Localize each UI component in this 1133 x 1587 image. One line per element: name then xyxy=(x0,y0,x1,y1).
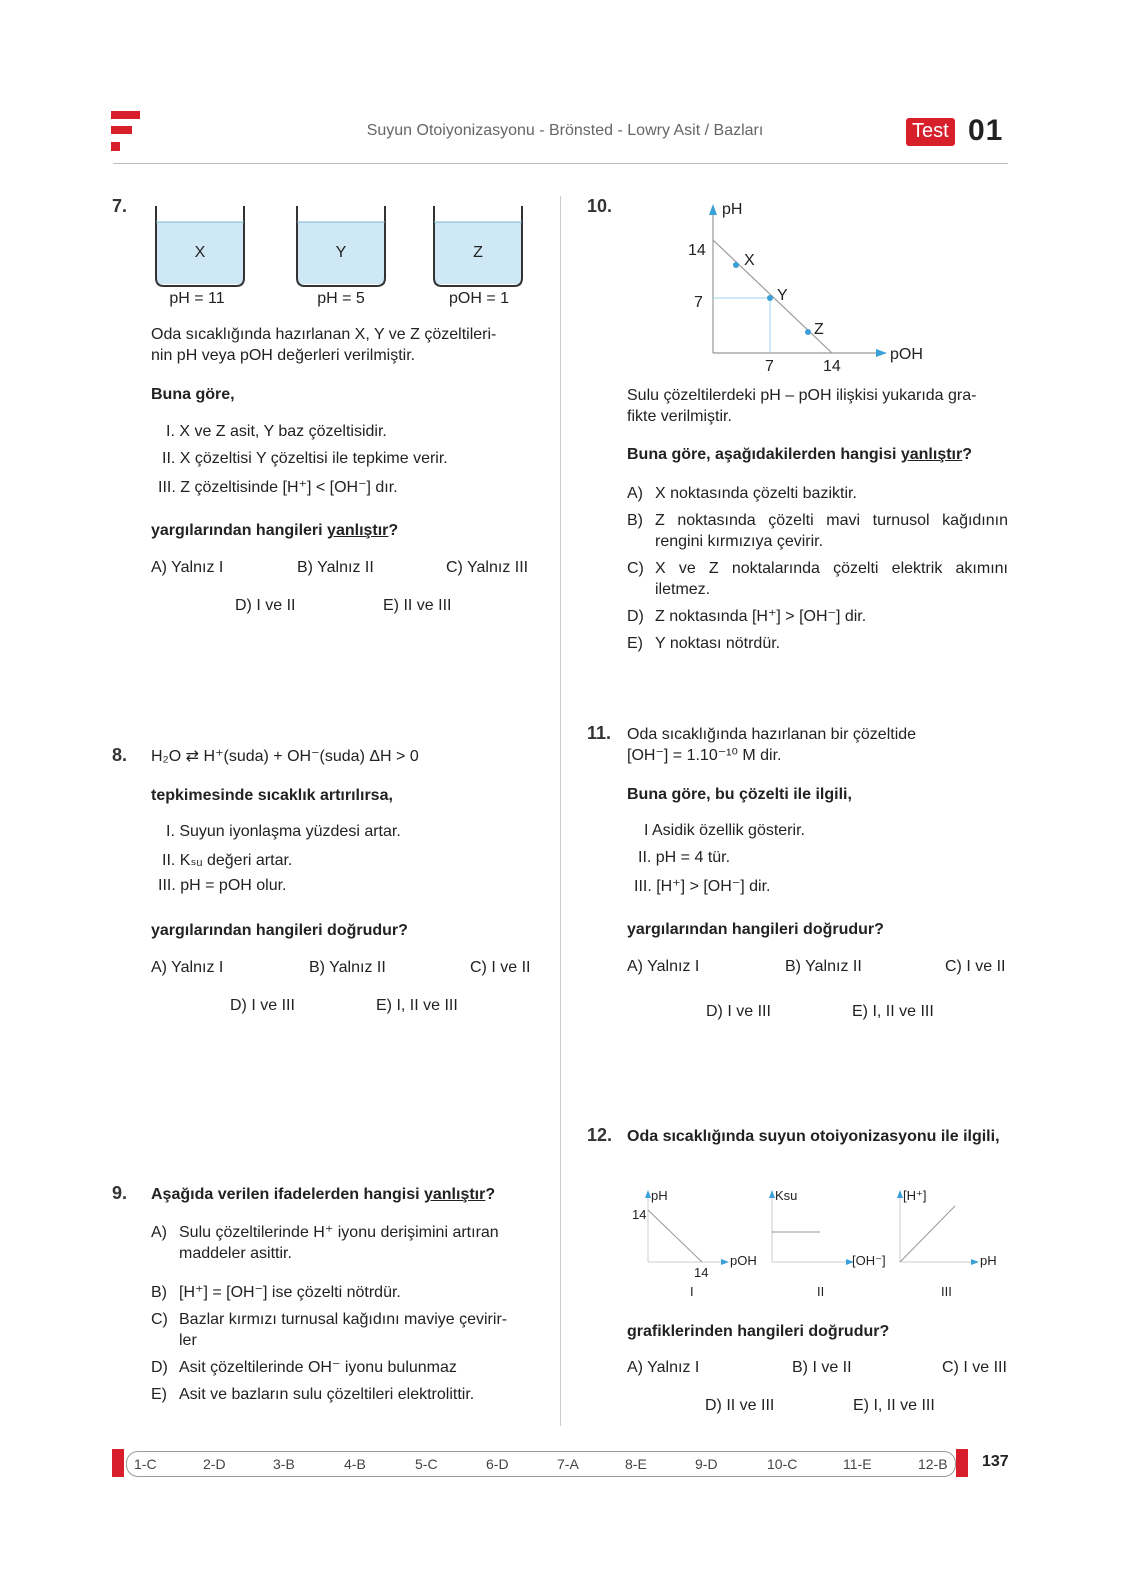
q8-statement-1: I. Suyun iyonlaşma yüzdesi artar. xyxy=(166,823,401,840)
q9-option-d-letter[interactable]: D) xyxy=(151,1359,168,1376)
question-7-lead: Buna göre, xyxy=(151,386,235,403)
q9-option-a-text[interactable]: Sulu çözeltilerinde H⁺ iyonu derişimini artıran maddeler asittir. xyxy=(179,1224,499,1262)
g3-y-label: [H⁺] xyxy=(903,1188,927,1203)
q12-option-a[interactable]: A) Yalnız I xyxy=(627,1359,700,1376)
q8-option-b[interactable]: B) Yalnız II xyxy=(309,959,386,976)
question-8-reaction: H₂O ⇄ H⁺(suda) + OH⁻(suda) ΔH > 0 xyxy=(151,748,419,765)
question-9-ask: Aşağıda verilen ifadelerden hangisi yanlıştır? xyxy=(151,1186,496,1203)
q12-option-e[interactable]: E) I, II ve III xyxy=(853,1397,935,1414)
g2-roman: II xyxy=(817,1284,825,1299)
graph-y14: 14 xyxy=(688,242,706,259)
q9-option-e-text[interactable]: Asit ve bazların sulu çözeltileri elektrolittir. xyxy=(179,1386,475,1403)
x-axis-arrow xyxy=(876,349,887,357)
beaker-x-label: X xyxy=(194,244,206,261)
answer-item: 10-C xyxy=(767,1456,798,1472)
q7-option-a[interactable]: A) Yalnız I xyxy=(151,559,224,576)
question-12-number: 12. xyxy=(587,1125,613,1145)
q11-statement-2: II. pH = 4 tür. xyxy=(638,849,731,866)
q10-option-a-text[interactable]: X noktasında çözelti baziktir. xyxy=(655,485,857,502)
mini-graphs xyxy=(640,1186,1010,1271)
q7-statement-3: III. Z çözeltisinde [H⁺] < [OH⁻] dır. xyxy=(158,479,398,496)
q10-option-a-letter[interactable]: A) xyxy=(627,485,643,502)
graph-x14: 14 xyxy=(823,358,841,375)
q8-statement-2: II. Kₛᵤ değeri artar. xyxy=(162,852,293,869)
g3-roman: III xyxy=(941,1284,952,1299)
q11-option-e[interactable]: E) I, II ve III xyxy=(852,1003,934,1020)
beaker-x-caption: pH = 11 xyxy=(169,290,225,307)
graph-x-label: pOH xyxy=(890,346,923,363)
column-divider xyxy=(560,196,561,1426)
q7-option-b[interactable]: B) Yalnız II xyxy=(297,559,374,576)
question-10-ask: Buna göre, aşağıdakilerden hangisi yanlıştır? xyxy=(627,446,972,463)
q8-option-c[interactable]: C) I ve II xyxy=(470,959,531,976)
beaker-z-label: Z xyxy=(473,244,483,261)
q10-option-d-text[interactable]: Z noktasında [H⁺] > [OH⁻] dir. xyxy=(655,608,867,625)
q7-option-c[interactable]: C) Yalnız III xyxy=(446,559,529,576)
g1-x-label: pOH xyxy=(730,1253,757,1268)
question-7-text: Oda sıcaklığında hazırlanan X, Y ve Z çözeltileri- nin pH veya pOH değerleri verilmiştir. xyxy=(151,326,497,364)
q12-option-c[interactable]: C) I ve III xyxy=(942,1359,1007,1376)
beaker-z-caption: pOH = 1 xyxy=(448,290,510,307)
answer-item: 6-D xyxy=(486,1456,509,1472)
point-y xyxy=(767,295,773,301)
question-11-ask: yargılarından hangileri doğrudur? xyxy=(627,921,884,938)
answer-item: 11-E xyxy=(843,1456,872,1472)
q11-option-c[interactable]: C) I ve II xyxy=(945,958,1006,975)
q8-option-d[interactable]: D) I ve III xyxy=(230,997,295,1014)
g3-x-label: pH xyxy=(980,1253,997,1268)
test-number: 01 xyxy=(968,114,1004,147)
q12-option-d[interactable]: D) II ve III xyxy=(705,1397,775,1414)
q7-statement-2: II. X çözeltisi Y çözeltisi ile tepkime verir. xyxy=(162,450,448,467)
answer-item: 5-C xyxy=(415,1456,438,1472)
graph-x7: 7 xyxy=(765,358,774,375)
q11-statement-1: I Asidik özellik gösterir. xyxy=(644,822,805,839)
q7-option-d[interactable]: D) I ve II xyxy=(235,597,296,614)
q12-option-b[interactable]: B) I ve II xyxy=(792,1359,852,1376)
g1-x14: 14 xyxy=(694,1265,709,1280)
q9-option-c-text[interactable]: Bazlar kırmızı turnusal kağıdını maviye çevirir- ler xyxy=(179,1311,508,1349)
answer-item: 9-D xyxy=(695,1456,718,1472)
q9-option-e-letter[interactable]: E) xyxy=(151,1386,167,1403)
q9-option-b-letter[interactable]: B) xyxy=(151,1284,167,1301)
q8-option-a[interactable]: A) Yalnız I xyxy=(151,959,224,976)
question-7-ask: yargılarından hangileri yanlıştır? xyxy=(151,522,399,539)
q10-option-d-letter[interactable]: D) xyxy=(627,608,644,625)
answer-item: 12-B xyxy=(918,1456,948,1472)
graph-point-x-label: X xyxy=(744,252,755,269)
q8-option-e[interactable]: E) I, II ve III xyxy=(376,997,458,1014)
q10-option-b-text[interactable]: Z noktasında çözelti mavi turnusol kağıdının rengini kırmızıya çevirir. xyxy=(655,512,1008,550)
q7-statement-1: I. X ve Z asit, Y baz çözeltisidir. xyxy=(166,423,387,440)
q8-statement-3: III. pH = pOH olur. xyxy=(158,877,287,894)
q10-option-e-letter[interactable]: E) xyxy=(627,635,643,652)
question-12-ask: grafiklerinden hangileri doğrudur? xyxy=(627,1323,890,1340)
question-11-lead: Buna göre, bu çözelti ile ilgili, xyxy=(627,786,852,803)
q9-option-b-text[interactable]: [H⁺] = [OH⁻] ise çözelti nötrdür. xyxy=(179,1284,401,1301)
q10-option-c-letter[interactable]: C) xyxy=(627,560,644,577)
question-9-number: 9. xyxy=(112,1183,128,1203)
g1-y14: 14 xyxy=(632,1207,647,1222)
question-8-lead: tepkimesinde sıcaklık artırılırsa, xyxy=(151,787,393,804)
g2-y-label: Ksu xyxy=(775,1188,798,1203)
q9-option-c-letter[interactable]: C) xyxy=(151,1311,168,1328)
q11-option-b[interactable]: B) Yalnız II xyxy=(785,958,862,975)
header-divider xyxy=(113,163,1008,164)
answer-bar-red-right xyxy=(956,1449,968,1477)
question-11-number: 11. xyxy=(587,723,612,743)
beaker-y-caption: pH = 5 xyxy=(317,290,365,307)
question-11-text: Oda sıcaklığında hazırlanan bir çözeltide [OH⁻] = 1.10⁻¹⁰ M dir. xyxy=(627,726,917,764)
question-7-number: 7. xyxy=(112,196,128,216)
q9-option-d-text[interactable]: Asit çözeltilerinde OH⁻ iyonu bulunmaz xyxy=(179,1359,457,1376)
q7-option-e[interactable]: E) II ve III xyxy=(383,597,452,614)
y-axis-arrow xyxy=(709,204,717,215)
answer-item: 4-B xyxy=(344,1456,366,1472)
answer-item: 7-A xyxy=(557,1456,579,1472)
q11-statement-3: III. [H⁺] > [OH⁻] dir. xyxy=(634,878,771,895)
g1-y-label: pH xyxy=(651,1188,668,1203)
q11-option-a[interactable]: A) Yalnız I xyxy=(627,958,700,975)
answer-item: 3-B xyxy=(273,1456,295,1472)
page-number: 137 xyxy=(982,1453,1009,1470)
question-12-lead: Oda sıcaklığında suyun otoiyonizasyonu ile ilgili, xyxy=(627,1128,1000,1145)
graph-point-y-label: Y xyxy=(777,287,788,304)
answer-item: 8-E xyxy=(625,1456,647,1472)
g2-x-label: [OH⁻] xyxy=(852,1253,886,1268)
question-10-text: Sulu çözeltilerdeki pH – pOH ilişkisi yukarıda gra- fikte verilmiştir. xyxy=(627,387,977,425)
g1-roman: I xyxy=(690,1284,694,1299)
q9-option-a-letter[interactable]: A) xyxy=(151,1224,167,1241)
question-10-number: 10. xyxy=(587,196,613,216)
q10-option-e-text[interactable]: Y noktası nötrdür. xyxy=(655,635,781,652)
q10-option-c-text[interactable]: X ve Z noktalarında çözelti elektrik akımını iletmez. xyxy=(655,560,1008,598)
answer-key-bar xyxy=(126,1451,956,1477)
test-badge: Test xyxy=(906,118,955,146)
question-8-ask: yargılarından hangileri doğrudur? xyxy=(151,922,408,939)
graph-y7: 7 xyxy=(694,294,703,311)
q11-option-d[interactable]: D) I ve III xyxy=(706,1003,771,1020)
graph-y-label: pH xyxy=(722,201,743,218)
q10-option-b-letter[interactable]: B) xyxy=(627,512,643,529)
beaker-y-label: Y xyxy=(335,244,347,261)
point-z xyxy=(805,329,811,335)
publisher-logo xyxy=(111,111,141,153)
point-x xyxy=(733,262,739,268)
header-title: Suyun Otoiyonizasyonu - Brönsted - Lowry Asit / Bazları xyxy=(366,122,764,139)
answer-item: 1-C xyxy=(134,1456,157,1472)
question-8-number: 8. xyxy=(112,745,128,765)
answer-bar-red-left xyxy=(112,1449,124,1477)
graph-point-z-label: Z xyxy=(814,321,824,338)
answer-item: 2-D xyxy=(203,1456,226,1472)
